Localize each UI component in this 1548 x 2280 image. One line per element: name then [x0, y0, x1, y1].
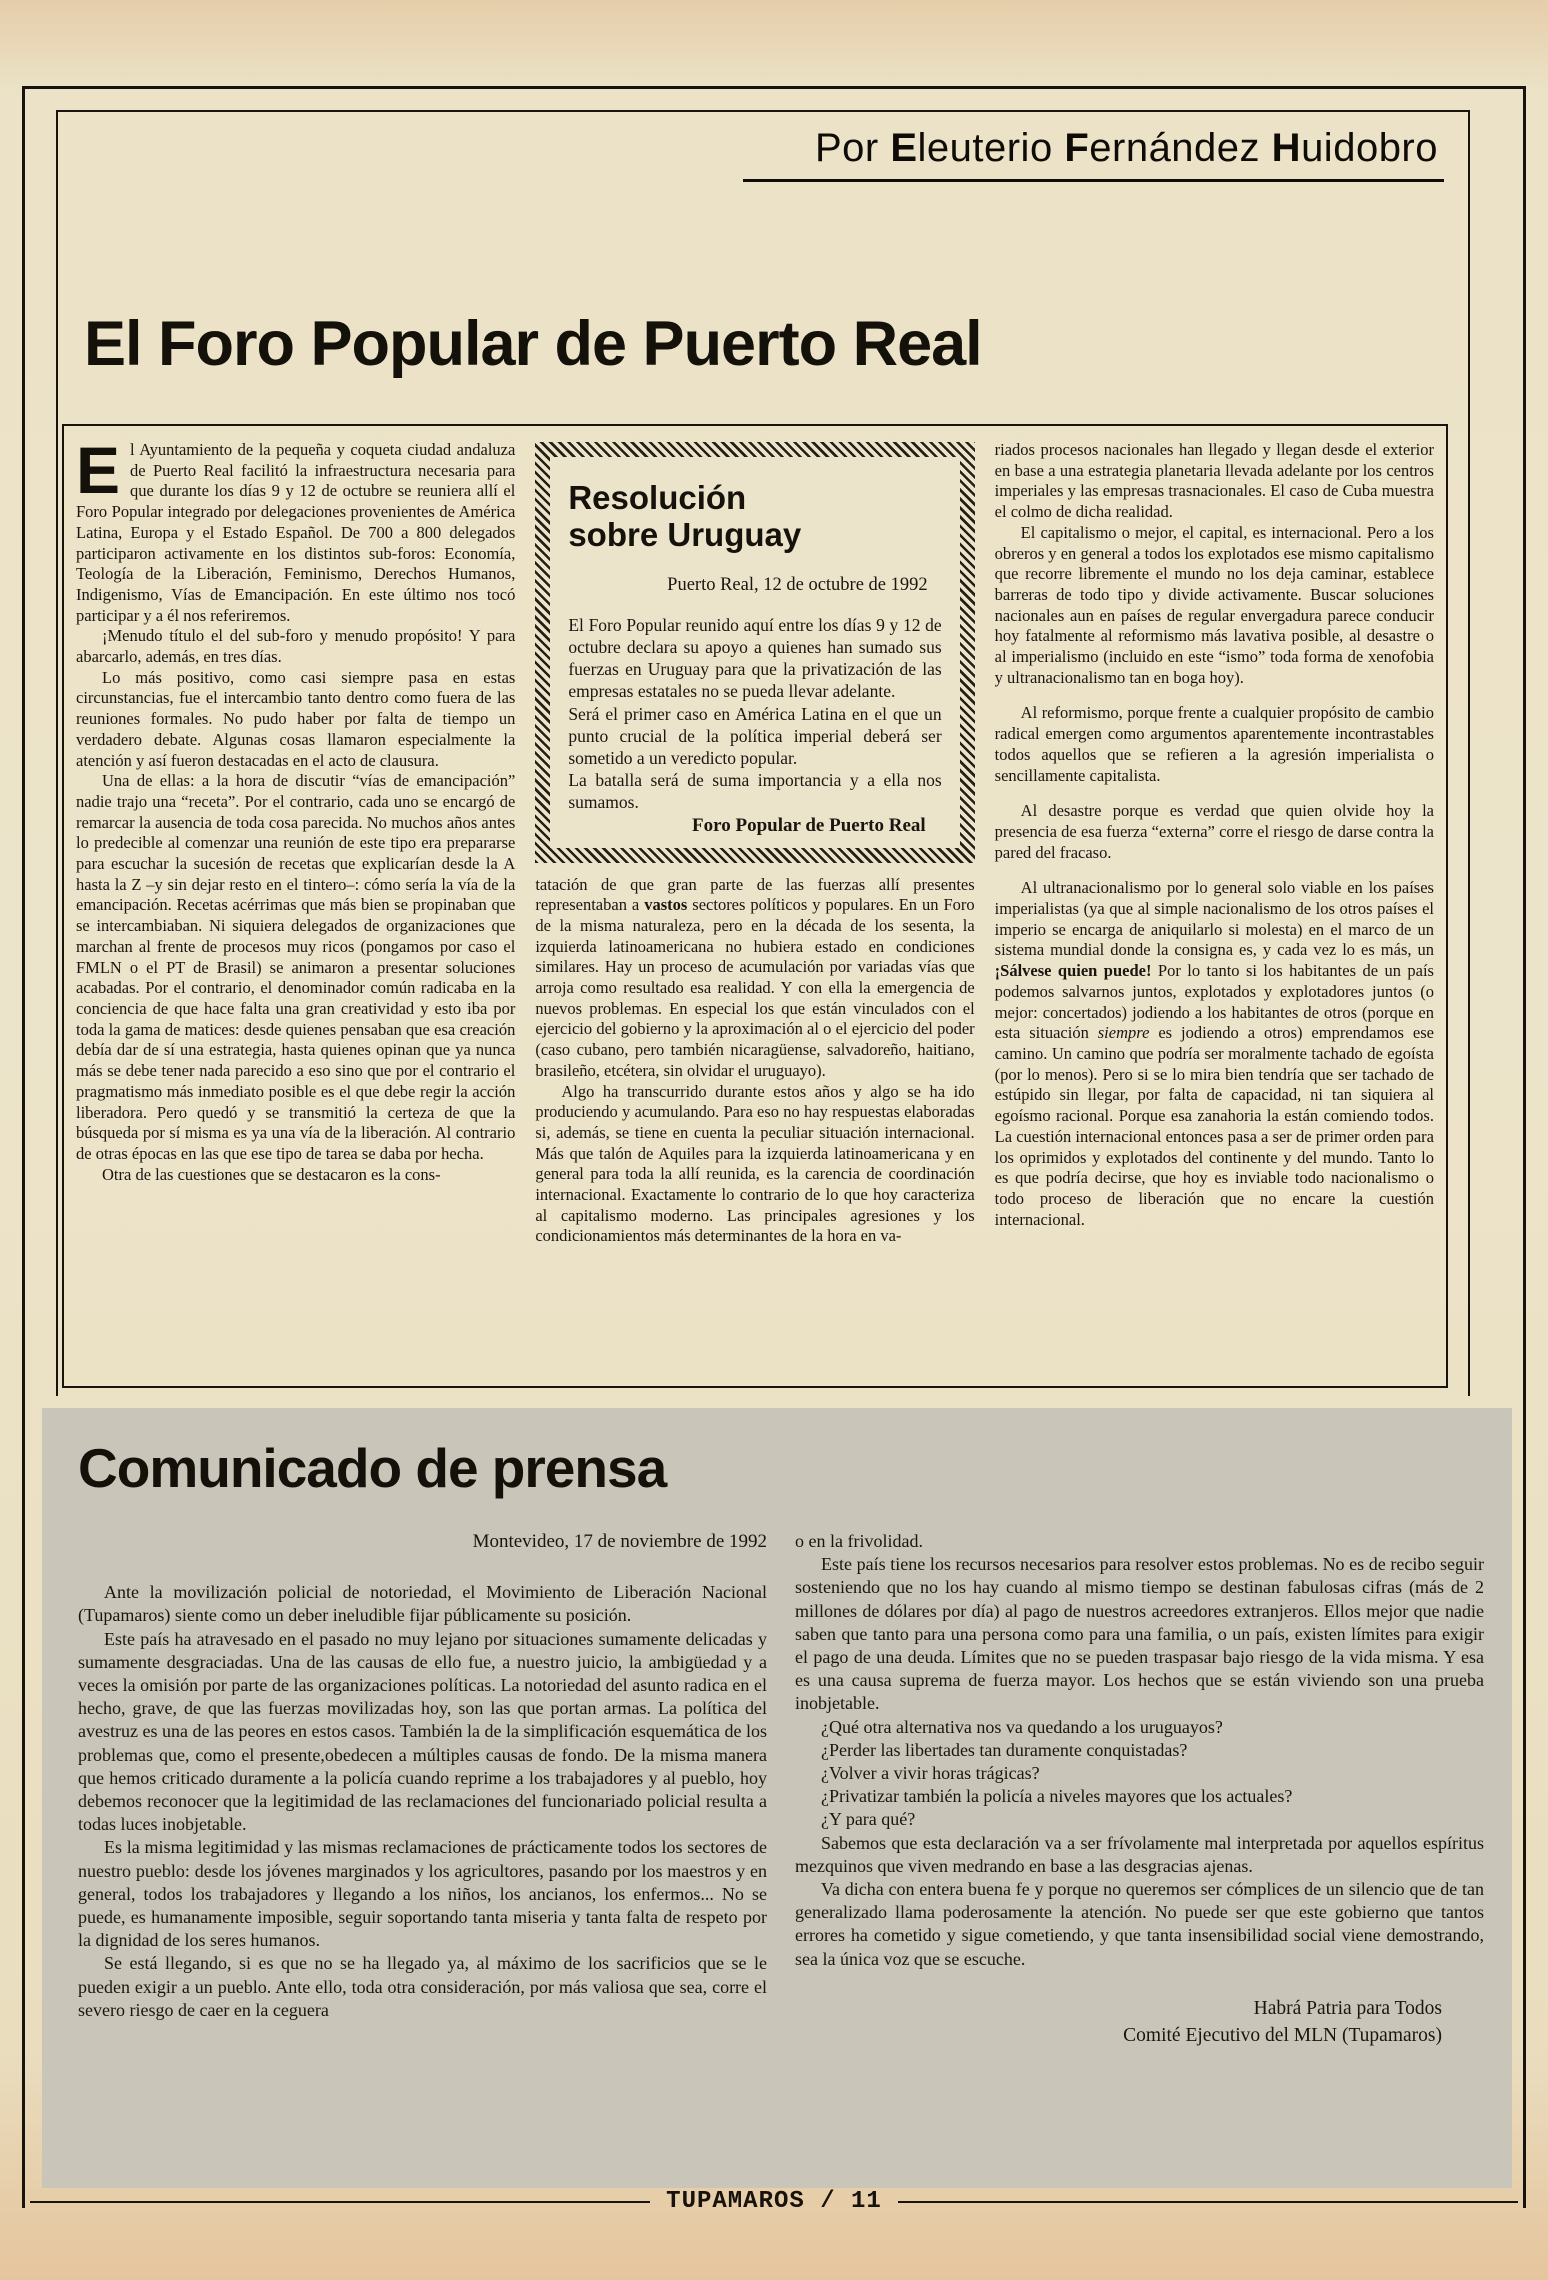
paragraph-text: l Ayuntamiento de la pequeña y coqueta ciudad andaluza de Puerto Real facilitó la infraestructura necesaria para que durante los días 9 y 12 de octubre se reuniera allí el Foro Popular integrado por delegaciones provenientes de América Latina, Europa y el Estado Español. De 700 a 800 delegados participaron activamente en los distintos sub-foros: Economía, Teología de la Liberación, Feminismo, Derechos Humanos, Indigenismo, Vías de Emancipación. En este último nos tocó participar y a él nos referiremos. — [76, 440, 516, 625]
resolution-title — [568, 479, 941, 553]
paragraph: Será el primer caso en América Latina en el que un punto crucial de la política imperial deberá ser sometido a un veredicto popular. — [568, 703, 942, 768]
resolution-box-inner — [550, 457, 959, 848]
byline — [743, 126, 1444, 182]
press-release-signature — [795, 1995, 1484, 2049]
paragraph: La batalla será de suma importancia y a ella nos sumamos. — [568, 770, 942, 813]
byline-initial: E — [890, 126, 918, 170]
byline-text: leuterio — [917, 126, 1065, 170]
resolution-title-line1: Resolución — [568, 479, 747, 516]
press-release-title: Comunicado de prensa — [78, 1437, 667, 1499]
byline-initial: F — [1064, 126, 1090, 170]
paragraph: Lo más positivo, como casi siempre pasa en estas circunstancias, fue el intercambio tanto dentro como fuera de las reuniones formales. No pudo haber por falta de tiempo un verdadero debate. Algunas cosas llamaron especialmente la atención y así fueron destacadas en el acto de clausura. — [76, 667, 516, 770]
paragraph: El Foro Popular reunido aquí entre los días 9 y 12 de octubre declara su apoyo a quienes han sumado sus fuerzas en Uruguay para que la privatización de las empresas estatales no se pueda llevar adelante. — [568, 614, 942, 702]
page-footer — [30, 2188, 1518, 2215]
paragraph: Otra de las cuestiones que se destacaron es la cons- — [102, 1164, 441, 1184]
paragraph: Algo ha transcurrido durante estos años y algo se ha ido produciendo y acumulando. Para eso no hay respuestas elaboradas si, además, se tiene en cuenta la peculiar situación internacional. Más que talón de Aquiles para la izquierda latinoamericana y en general para toda la allí reunida, es la carencia de coordinación internacional. Exactamente lo contrario de lo que hoy caracteriza al capitalismo moderno. Las principales agresiones y los condicionamientos más determinantes de la hora en va- — [535, 1081, 975, 1246]
paragraph: o en la frivolidad. — [795, 1531, 923, 1551]
paragraph-text: Al ultranacionalismo por lo general solo viable en los países imperialistas (ya que al simple nacionalismo de los otros países el imperio se encarga de aniquilarlo si molesta) en el marco de un sistema mundial donde la consigna es, y cada vez lo es más, un — [994, 878, 1434, 960]
article-headline: El Foro Popular de Puerto Real — [84, 309, 982, 380]
byline-text: uidobro — [1301, 126, 1438, 170]
resolution-box — [535, 442, 974, 863]
resolution-title-line2: sobre Uruguay — [568, 516, 802, 553]
paragraph-text: Por lo tanto si los habitantes de un país podemos salvarnos juntos, explotados y explotadores juntos (o mejor: concertados) jodiendo a los habitantes de otros (porque en esta situación — [994, 961, 1434, 1043]
press-release-box — [42, 1408, 1512, 2188]
byline-initial: H — [1271, 126, 1302, 170]
paragraph-text: sectores políticos y populares. En un Foro de la misma naturaleza, pero en la década de los sesenta, la izquierda latinoamericana no hubiera estado en condiciones similares. Hay un proceso de acumulación por variadas vías que arroja como resultado esa realidad. Y con ella la emergencia de nuevos problemas. En especial los que están vinculados con el ejercicio del gobierno y la aproximación al o el ejercicio del poder (caso cubano, pero también nicaragüense, salvadoreño, haitiano, brasileño, etcétera, sin olvidar el uruguayo). — [535, 895, 975, 1080]
article-column-2 — [535, 440, 974, 1372]
paragraph: ¿Y para qué? — [821, 1809, 916, 1830]
paragraph: Una de ellas: a la hora de discutir “vías de emancipación” nadie trajo una “receta”. Por el contrario, cada uno se encargó de remarcar la ausencia de toda cosa parecida. No muchos años antes lo predecible al comenzar una reunión de este tipo era prepararse para escuchar la sucesión de recetas que explicarían desde la A hasta la Z –y sin dejar resto en el tintero–: cómo sería la vía de la emancipación. Recetas acérrimas que más bien se propinaban que se intercambiaban. Ni siquiera delegados de organizaciones que marchan al frente de procesos muy ricos (pongamos por caso el FMLN o el PT de Brasil) se animaron a presentar soluciones acabadas. Por el contrario, el denominador común radicaba en la conciencia de que hace falta una gran creatividad y esto iba por toda la gama de matices: desde quienes pensaban que esa creación debía dar de sí una estrategia, hasta quienes opinan que ya nunca más se debe tener nada parecido a eso sino que por el contrario el pragmatismo más inmediato posible es el que debe regir la acción liberadora. Pero quedó y se transmitió la certeza de que la búsqueda por sí misma es ya una vía de la liberación. Al contrario de otras épocas en las que ese tipo de tarea se daba por hecha. — [76, 771, 516, 1163]
article-column-3 — [995, 440, 1434, 1372]
magazine-name: TUPAMAROS / — [666, 2188, 836, 2215]
paragraph: ¿Perder las libertades tan duramente conquistadas? — [821, 1739, 1188, 1760]
byline-text: ernández — [1089, 126, 1272, 170]
footer-text — [666, 2188, 882, 2215]
paragraph: Al reformismo, porque frente a cualquier propósito de cambio radical emergen como argumentos aparentemente incontrastables todos aquellos que se refieren a la agresión imperialista o sencillamente capitalista. — [994, 703, 1434, 785]
resolution-signature: Foro Popular de Puerto Real — [692, 814, 926, 836]
article-column-1 — [76, 433, 516, 1372]
paragraph — [535, 875, 974, 1082]
paragraph — [995, 878, 1434, 1230]
paragraph: ¿Volver a vivir horas trágicas? — [821, 1763, 1040, 1784]
footer-rule-right — [898, 2201, 1518, 2203]
paragraph: riados procesos nacionales han llegado y llegan desde el exterior en base a una estrategia planetaria llevada adelante por los centros imperiales y las empresas trasnacionales. El caso de Cuba muestra el colmo de dicha realidad. — [994, 440, 1434, 522]
press-release-column-right — [795, 1530, 1484, 2049]
paragraph: Se está llegando, si es que no se ha llegado ya, al máximo de los sacrificios que se le pueden exigir a un pueblo. Ante ello, toda otra consideración, por más valiosa que sea, corre el severo riesgo de caer en la ceguera — [78, 1953, 767, 2020]
paragraph: Al desastre porque es verdad que quien olvide hoy la presencia de esa fuerza “externa” corre el riesgo de darse contra la pared del fracaso. — [994, 801, 1434, 862]
bold-text: ¡Sálvese quien puede! — [994, 961, 1152, 981]
paragraph — [76, 433, 516, 626]
signature-line1: Habrá Patria para Todos — [1253, 1997, 1442, 2019]
paragraph-text: tatación de que gran parte de las fuerzas allí presentes representaban a — [535, 874, 975, 915]
italic-text: siempre — [1097, 1023, 1150, 1043]
drop-cap: E — [76, 433, 121, 507]
paragraph: El capitalismo o mejor, el capital, es internacional. Pero a los obreros y en general a todos los explotados ese mismo capitalismo que recorre libremente el mundo no los deja caminar, establece barreras de todo tipo y divide activamente. Buscar soluciones nacionales aun en países de regular envergadura parece conducir hoy fatalmente al reformismo más lavativa posible, al desastre o al imperialismo (incluido en este “ismo” toda forma de xenofobia y ultranacionalismo tan en boga hoy). — [994, 522, 1434, 687]
paragraph-text: es jodiendo a otros) emprendamos ese camino. Un camino que podría ser moralmente tachado de egoísta (por lo menos). Pero si se lo mira bien tendría que ser tachado de estúpido sin llegar, por falta de capacidad, ni tan siquiera al egoísmo racional. Porque esa zanahoria la están comiendo todos. La cuestión internacional entonces pasa a ser de primer orden para los oprimidos y explotados del continente y del mundo. Tanto lo es que podría decirse, que hoy es inviable todo nacionalismo o todo proceso de liberación que no encare la cuestión internacional. — [994, 1023, 1434, 1229]
footer-rule-left — [30, 2201, 650, 2203]
paragraph: Va dicha con entera buena fe y porque no queremos ser cómplices de un silencio que de tan generalizado llama poderosamente la atención. No puede ser que este gobierno que tantos errores ha cometido y sigue cometiendo, y que tanta insensibilidad social viene demostrando, sea la única voz que se escuche. — [795, 1879, 1484, 1969]
signature-line2: Comité Ejecutivo del MLN (Tupamaros) — [1123, 2024, 1442, 2046]
paragraph: Este país tiene los recursos necesarios para resolver estos problemas. No es de recibo seguir sosteniendo que no los hay cuando al mismo tiempo se destinan fabulosas cifras (más de 2 millones de dólares por día) al pago de nuestros acreedores extranjeros. Ellos mejor que nadie saben que tanto para una persona como para una familia, o un país, existen límites para exigir el pago de una deuda. Límites que no se pueden traspasar bajo riesgo de la vida misma. Y esa es una causa suprema de fuerza mayor. Los hechos que se están viviendo son una prueba inobjetable. — [795, 1554, 1484, 1714]
resolution-dateline: Puerto Real, 12 de octubre de 1992 — [667, 575, 928, 595]
paragraph: ¿Privatizar también la policía a niveles mayores que los actuales? — [821, 1786, 1293, 1807]
page-number: 11 — [851, 2188, 882, 2215]
paragraph: ¡Menudo título el del sub-foro y menudo propósito! Y para abarcarlo, además, en tres días. — [76, 626, 516, 667]
byline-text: Por — [814, 126, 891, 170]
paragraph: ¿Qué otra alternativa nos va quedando a los uruguayos? — [821, 1716, 1223, 1737]
article-box — [62, 424, 1448, 1388]
paragraph: Sabemos que esta declaración va a ser frívolamente mal interpretada por aquellos espíritus mezquinos que viven medrando en base a las desgracias ajenas. — [795, 1832, 1484, 1876]
paragraph: Ante la movilización policial de notoriedad, el Movimiento de Liberación Nacional (Tupamaros) siente como un deber ineludible fijar públicamente su posición. — [78, 1582, 767, 1626]
bold-text: vastos — [644, 895, 688, 915]
press-release-dateline: Montevideo, 17 de noviembre de 1992 — [472, 1531, 767, 1552]
press-release-column-left — [78, 1530, 767, 2049]
press-release-columns — [78, 1530, 1484, 2049]
paragraph: Es la misma legitimidad y las mismas reclamaciones de prácticamente todos los sectores de nuestro pueblo: desde los jóvenes marginados y los agricultores, pasando por los maestros y en general, todos los trabajadores y llegando a los niños, los ancianos, los enfermos... No se puede, es humanamente imposible, seguir soportando tanta miseria y tanta falta de respeto por la dignidad de los seres humanos. — [78, 1837, 767, 1951]
paragraph: Este país ha atravesado en el pasado no muy lejano por situaciones sumamente delicadas y sumamente desgraciadas. Una de las causas de ello fue, a nuestro juicio, la ambigüedad y a veces la omisión por parte de las organizaciones políticas. La notoriedad del asunto radica en el hecho, grave, de que las fuerzas movilizadas hoy, son las que portan armas. La política del avestruz es una de las peores en estos casos. También la de la simplificación esquemática de los problemas que, como el presente,obedecen a múltiples causas de fondo. De la misma manera que hemos criticado duramente a la policía cuando reprime a los trabajadores y al pueblo, hoy debemos reconocer que la legitimidad de las reclamaciones del funcionariado policial resulta a todas luces inobjetable. — [78, 1628, 767, 1835]
